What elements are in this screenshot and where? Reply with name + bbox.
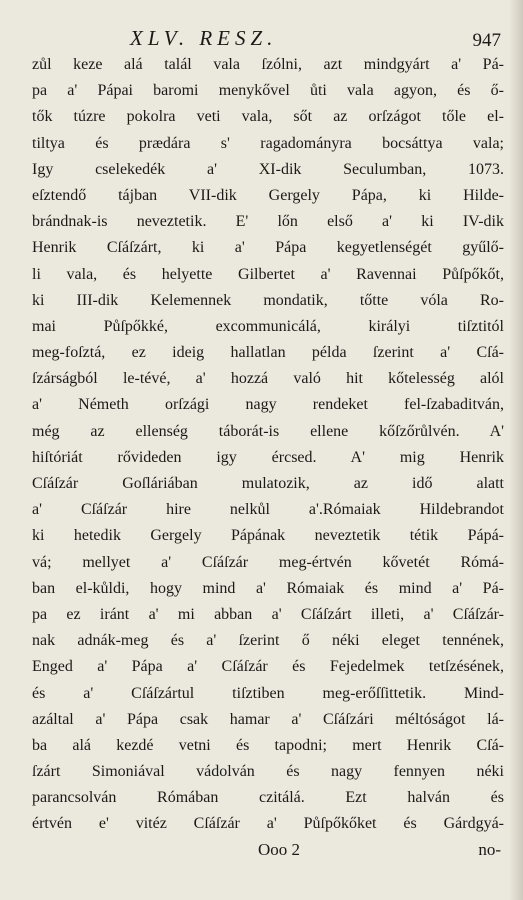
text-line: mai Půſpőkké, excommunicálá, királyi tiſztitól — [32, 317, 504, 335]
text-line: ſzárságból le-tévé, a' hozzá való hit kőtelesség alól — [32, 370, 504, 388]
text-line: értvén e' vitéz Cſáſzár a' Půſpőkőket és Gárdgyá- — [32, 815, 504, 833]
page-number: 947 — [472, 30, 501, 51]
running-head: XLV. RESZ. — [130, 26, 278, 50]
text-line: Igy cselekedék a' XI-dik Seculumban, 1073. — [32, 160, 504, 178]
text-line: azáltal a' Pápa csak hamar a' Cſáſzári méltóságot lá- — [32, 710, 504, 728]
text-line: hiſtóriát rővideden igy ércsed. A' mig Henrik — [32, 448, 504, 466]
text-line: eſztendő tájban VII-dik Gergely Pápa, ki Hilde- — [32, 186, 504, 204]
text-line: ba alá kezdé vetni és tapodni; mert Henrik Cſá- — [32, 736, 504, 754]
text-line: pa a' Pápai baromi menykővel ůti vala agyon, és ő- — [32, 82, 504, 100]
text-line: pa ez iránt a' mi abban a' Cſáſzárt illeti, a' Cſáſzár- — [32, 605, 504, 623]
text-line: és a' Cſáſzártul tiſztiben meg-erőſſittetik. Mind- — [32, 684, 504, 702]
text-line: Henrik Cſáſzárt, ki a' Pápa kegyetlenségét gyűlő- — [32, 239, 504, 257]
text-line: li vala, és helyette Gilbertet a' Ravennai Půſpőkőt, — [32, 265, 504, 283]
text-line: tők túzre pokolra veti vala, sőt az orſzágot tőle el- — [32, 108, 504, 126]
page-footer — [0, 838, 523, 868]
text-line: még az ellenség táborát-is ellene kőſzőrůlvén. A' — [32, 422, 504, 440]
text-line: parancsolván Rómában czitálá. Ezt halván és — [32, 789, 504, 807]
text-line: Enged a' Pápa a' Cſáſzár és Fejedelmek tetſzésének, — [32, 658, 504, 676]
page-header — [0, 20, 523, 52]
text-line: zůl keze alá talál vala ſzólni, azt mindgyárt a' Pá- — [32, 56, 504, 73]
text-line: Cſáſzár Goſláriában mulatozik, az idő alatt — [32, 475, 504, 492]
text-line: ki III-dik Kelemennek mondatik, tőtte vóla Ro- — [32, 291, 504, 309]
text-line: a' Cſáſzár hire nelkůl a'.Rómaiak Hildebrandot — [32, 501, 504, 519]
text-line: tiltya és prædára s' ragadományra bocsáttya vala; — [32, 134, 504, 152]
text-line: ban el-kůldi, hogy mind a' Rómaiak és mind a' Pá- — [32, 579, 504, 597]
body-text — [32, 52, 504, 838]
text-line: ſzárt Simoniával vádolván és nagy fennyen néki — [32, 763, 504, 781]
text-line: a' Németh orſzági nagy rendeket fel-ſzabaditván, — [32, 396, 504, 414]
signature-mark: Ooo 2 — [258, 840, 301, 859]
text-line: brándnak-is neveztetik. E' lőn első a' ki IV-dik — [32, 213, 504, 231]
text-line: ki hetedik Gergely Pápának neveztetik tétik Pápá- — [32, 527, 504, 545]
text-line: vá; mellyet a' Cſáſzár meg-értvén kővetét Rómá- — [32, 553, 504, 571]
page-edge-shadow — [509, 0, 523, 900]
catchword: no- — [478, 840, 501, 859]
text-line: meg-foſztá, ez ideig hallatlan példa ſzerint a' Cſá- — [32, 344, 504, 362]
text-line: nak adnák-meg és a' ſzerint ő néki eleget tennének, — [32, 632, 504, 650]
